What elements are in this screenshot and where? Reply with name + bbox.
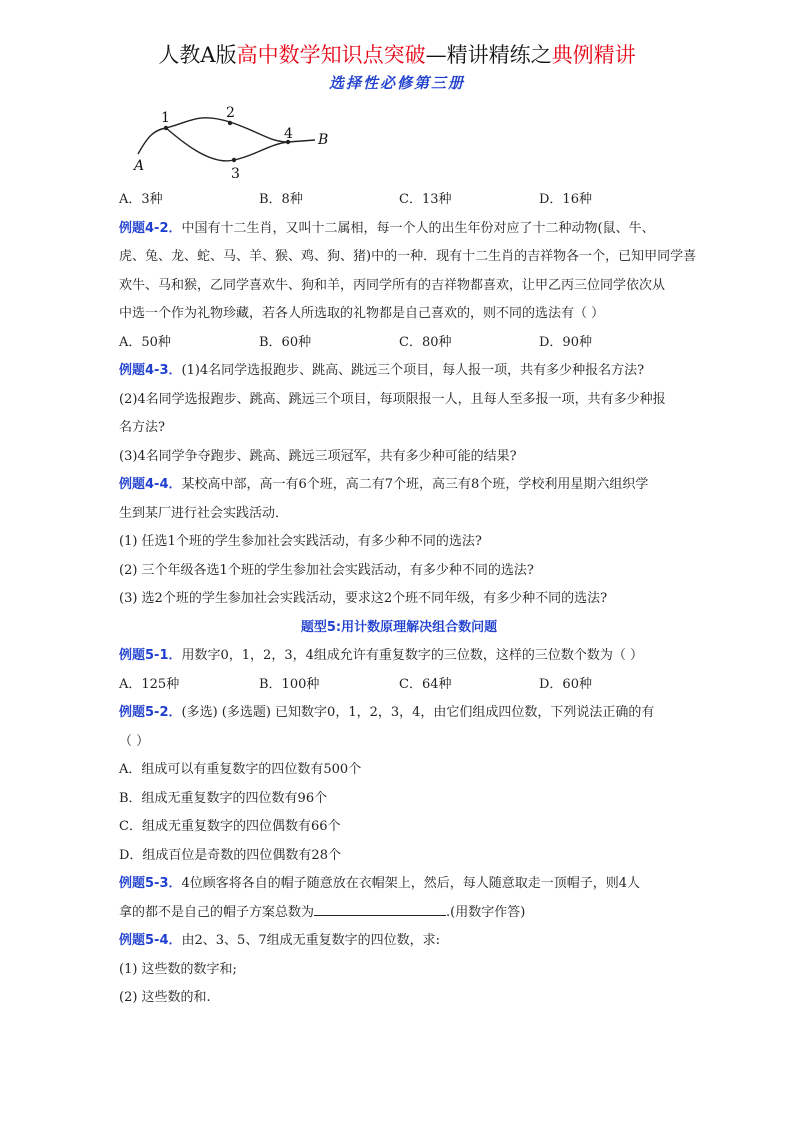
q42-line-4: 中选一个作为礼物珍藏，若各人所选取的礼物都是自己喜欢的，则不同的选法有（ ） bbox=[119, 306, 605, 321]
q42-label: 例题4-2． bbox=[119, 220, 182, 236]
option-c: C．64种 bbox=[399, 676, 452, 692]
q42-line-2: 虎、兔、龙、蛇、马、羊、猴、鸡、狗、猪)中的一种．现有十二生肖的吉祥物各一个，已知甲同学喜 bbox=[119, 249, 697, 264]
option-d: D．16种 bbox=[539, 192, 592, 207]
q44-label: 例题4-4． bbox=[119, 477, 182, 492]
q52-option-b: B．组成无重复数字的四位数有96个 bbox=[119, 790, 328, 806]
q52-option-c: C．组成无重复数字的四位偶数有66个 bbox=[119, 819, 341, 834]
option-c: C．13种 bbox=[399, 192, 452, 207]
q53-line-2: 拿的都不是自己的帽子方案总数为 .(用数字作答) bbox=[119, 899, 679, 928]
label-a: A bbox=[134, 158, 145, 174]
q51-options bbox=[119, 671, 679, 700]
answer-blank bbox=[314, 901, 446, 916]
q53-line-1: 例题5-3．4位顾客将各自的帽子随意放在衣帽架上，然后，每人随意取走一顶帽子，则4人 bbox=[119, 876, 641, 891]
label-b: B bbox=[318, 132, 329, 148]
q52-label: 例题5-2． bbox=[119, 705, 182, 720]
option-a: A．50种 bbox=[119, 334, 171, 350]
paper-content bbox=[119, 186, 697, 1013]
title-type: 典例精讲 bbox=[551, 43, 636, 67]
option-b: B．60种 bbox=[259, 334, 312, 350]
q43-label: 例题4-3． bbox=[119, 363, 182, 378]
section-5-heading: 题型5:用计数原理解决组合数问题 bbox=[300, 619, 498, 635]
q44-line-3: (1) 任选1个班的学生参加社会实践活动，有多少种不同的选法? bbox=[119, 534, 482, 549]
title-publisher: 人教A版 bbox=[158, 43, 237, 67]
option-d: D．60种 bbox=[539, 676, 592, 692]
label-3: 3 bbox=[231, 166, 240, 182]
q53-label: 例题5-3． bbox=[119, 876, 182, 891]
node-3-dot bbox=[232, 158, 236, 162]
q43-line-4: (3)4名同学争夺跑步、跳高、跳远三项冠军，共有多少种可能的结果? bbox=[119, 448, 517, 464]
q52-line-1: 例题5-2．(多选) (多选题) 已知数字0，1，2，3，4，由它们组成四位数，下列说法正确的有 bbox=[119, 705, 655, 720]
q43-line-1: 例题4-3．(1)4名同学选报跑步、跳高、跳远三个项目，每人报一项，共有多少种报名方法? bbox=[119, 363, 645, 378]
title-series: —精讲精练之 bbox=[425, 43, 552, 67]
q42-line-1: 例题4-2．中国有十二生肖，又叫十二属相，每一个人的出生年份对应了十二种动物(鼠、牛、 bbox=[119, 220, 655, 236]
q54-line-3: (2) 这些数的和. bbox=[119, 990, 211, 1005]
q51-line-1: 例题5-1．用数字0，1，2，3，4组成允许有重复数字的三位数，这样的三位数个数为（ ） bbox=[119, 648, 643, 663]
q43-line-3: 名方法? bbox=[119, 420, 165, 435]
q42-options bbox=[119, 329, 679, 358]
title-topic: 高中数学知识点突破 bbox=[236, 43, 426, 67]
label-4: 4 bbox=[284, 126, 293, 142]
q52-line-2: （ ） bbox=[119, 733, 150, 749]
label-2: 2 bbox=[226, 105, 235, 121]
q44-line-4: (2) 三个年级各选1个班的学生参加社会实践活动，有多少种不同的选法? bbox=[119, 562, 534, 578]
option-b: B．100种 bbox=[259, 676, 320, 692]
q54-line-1: 例题5-4．由2、3、5、7组成无重复数字的四位数，求: bbox=[119, 933, 440, 948]
option-c: C．80种 bbox=[399, 334, 452, 350]
option-a: A．3种 bbox=[119, 192, 163, 207]
option-d: D．90种 bbox=[539, 334, 592, 350]
q44-line-1: 例题4-4．某校高中部，高一有6个班，高二有7个班，高三有8个班，学校利用星期六组织学 bbox=[119, 477, 649, 492]
node-1-dot bbox=[164, 126, 168, 130]
page-subtitle: 选择性必修第三册 bbox=[328, 74, 465, 92]
node-2-dot bbox=[228, 121, 232, 125]
q44-line-5: (3) 选2个班的学生参加社会实践活动，要求这2个班不同年级，有多少种不同的选法? bbox=[119, 591, 608, 606]
option-b: B．8种 bbox=[259, 192, 303, 207]
q43-line-2: (2)4名同学选报跑步、跳高、跳远三个项目，每项限报一人，且每人至多报一项，共有多少种报 bbox=[119, 391, 666, 407]
q54-label: 例题5-4． bbox=[119, 933, 182, 948]
q51-label: 例题5-1． bbox=[119, 648, 182, 663]
q44-line-2: 生到某厂进行社会实践活动． bbox=[119, 505, 289, 521]
page-title bbox=[0, 40, 794, 70]
q54-line-2: (1) 这些数的数字和; bbox=[119, 961, 237, 977]
q42-line-3: 欢牛、马和猴，乙同学喜欢牛、狗和羊，丙同学所有的吉祥物都喜欢，让甲乙丙三位同学依次从 bbox=[119, 277, 666, 293]
route-lower bbox=[166, 128, 288, 161]
page-header bbox=[0, 40, 794, 94]
q52-option-d: D．组成百位是奇数的四位偶数有28个 bbox=[119, 847, 341, 863]
option-a: A．125种 bbox=[119, 676, 180, 692]
route-diagram bbox=[130, 104, 345, 184]
label-1: 1 bbox=[161, 110, 170, 126]
q41-options bbox=[119, 186, 679, 215]
q52-option-a: A．组成可以有重复数字的四位数有500个 bbox=[119, 762, 362, 777]
